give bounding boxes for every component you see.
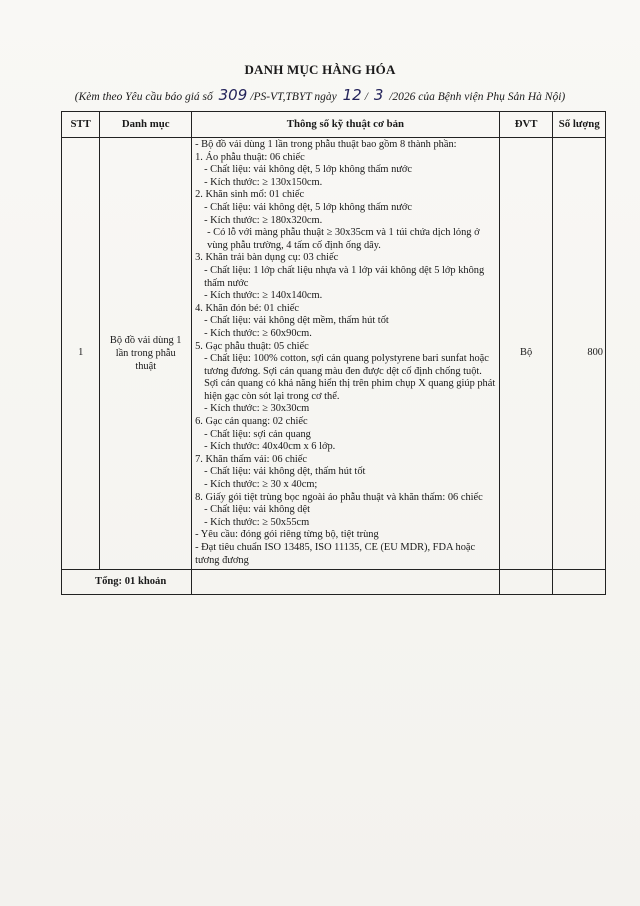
spec-line: - Kích thước: ≥ 50x55cm	[204, 516, 310, 528]
table-row	[62, 138, 606, 570]
spec-line: - Chất liệu: vải không dệt, 5 lớp không thấm nước	[204, 201, 413, 213]
handwritten-request-number: 309	[218, 86, 248, 104]
spec-line: 8. Giấy gói tiệt trùng bọc ngoài áo phẫu thuật và khăn thấm: 06 chiếc	[195, 491, 483, 503]
spec-line: - Chất liệu: vải không dệt mềm, thấm hút tốt	[204, 315, 389, 327]
spec-line: 3. Khăn trải bàn dụng cụ: 03 chiếc	[195, 252, 339, 264]
spec-line: - Chất liệu: sợi cản quang	[204, 428, 311, 440]
subtitle-middle: /PS-VT,TBYT ngày	[250, 91, 337, 103]
header-qty: Số lượng	[553, 112, 606, 138]
spec-line: 1. Áo phẫu thuật: 06 chiếc	[195, 151, 305, 163]
header-unit: ĐVT	[499, 112, 553, 138]
total-unit-cell	[499, 570, 553, 595]
table-header-row	[62, 112, 606, 138]
header-stt: STT	[62, 112, 100, 138]
spec-line: - Chất liệu: vải không dệt, thấm hút tốt	[204, 466, 366, 478]
date-separator: /	[364, 91, 368, 103]
handwritten-day: 12	[342, 86, 362, 104]
cell-quantity: 800	[553, 138, 606, 570]
cell-stt: 1	[62, 138, 100, 570]
spec-line: - Chất liệu: vải không dệt	[204, 504, 310, 516]
total-qty-cell	[553, 570, 606, 595]
spec-line: 4. Khăn đón bé: 01 chiếc	[195, 302, 299, 314]
spec-line: - Kích thước: ≥ 180x320cm.	[204, 214, 323, 226]
goods-table	[61, 111, 606, 595]
subtitle-suffix: /2026 của Bệnh viện Phụ Sản Hà Nội)	[389, 91, 566, 103]
spec-line: - Kích thước: ≥ 60x90cm.	[204, 327, 312, 339]
handwritten-month: 3	[373, 86, 384, 104]
table-total-row	[62, 570, 606, 595]
subtitle-prefix: (Kèm theo Yêu cầu báo giá số	[74, 91, 213, 103]
spec-line: 5. Gạc phẫu thuật: 05 chiếc	[195, 340, 309, 352]
spec-line: 2. Khăn sinh mổ: 01 chiếc	[195, 189, 305, 201]
spec-line: - Kích thước: ≥ 30 x 40cm;	[204, 479, 318, 491]
spec-line: 6. Gạc cản quang: 02 chiếc	[195, 416, 308, 428]
spec-line: - Yêu cầu: đóng gói riêng từng bộ, tiệt trùng	[195, 529, 379, 541]
spec-line: - Chất liệu: 1 lớp chất liệu nhựa và 1 lớp vải không dệt 5 lớp không thấm nước	[204, 264, 485, 289]
spec-line: - Có lỗ với màng phẫu thuật ≥ 30x35cm và 1 túi chứa dịch lỏng ở vùng phẫu trường, 4 tấm cố định ống dây.	[207, 227, 480, 251]
cell-unit: Bộ	[499, 138, 553, 570]
spec-line: - Bộ đồ vải dùng 1 lần trong phẫu thuật bao gồm 8 thành phần:	[195, 139, 457, 150]
cell-item-name: Bộ đồ vải dùng 1 lần trong phẫu thuật	[100, 138, 192, 570]
spec-line: - Chất liệu: vải không dệt, 5 lớp không thấm nước	[204, 164, 413, 176]
header-name: Danh mục	[100, 112, 192, 138]
total-label: Tổng: 01 khoản	[62, 570, 192, 595]
spec-line: 7. Khăn thấm vải: 06 chiếc	[195, 453, 308, 465]
spec-line: - Đạt tiêu chuẩn ISO 13485, ISO 11135, CE (EU MDR), FDA hoặc tương đương	[195, 542, 476, 566]
total-spec-cell	[192, 570, 500, 595]
document-title: DANH MỤC HÀNG HÓA	[244, 62, 396, 77]
spec-line: - Kích thước: 40x40cm x 6 lớp.	[204, 441, 336, 453]
document-subtitle	[0, 86, 640, 104]
spec-line: - Kích thước: ≥ 130x150cm.	[204, 176, 323, 188]
spec-line: - Kích thước: ≥ 140x140cm.	[204, 290, 323, 302]
cell-specifications	[192, 138, 500, 570]
header-spec: Thông số kỹ thuật cơ bản	[192, 112, 500, 138]
spec-line: - Kích thước: ≥ 30x30cm	[204, 403, 310, 415]
spec-line: - Chất liệu: 100% cotton, sợi cản quang polystyrene bari sunfat hoặc tương đương. Sợi cản quang màu đen được dệt cố định chống tuột. Sợi cản quang có khả năng hiển thị trên phim chụp X quang giúp phát hiện gạc còn sót lại trong cơ thể.	[204, 353, 496, 402]
